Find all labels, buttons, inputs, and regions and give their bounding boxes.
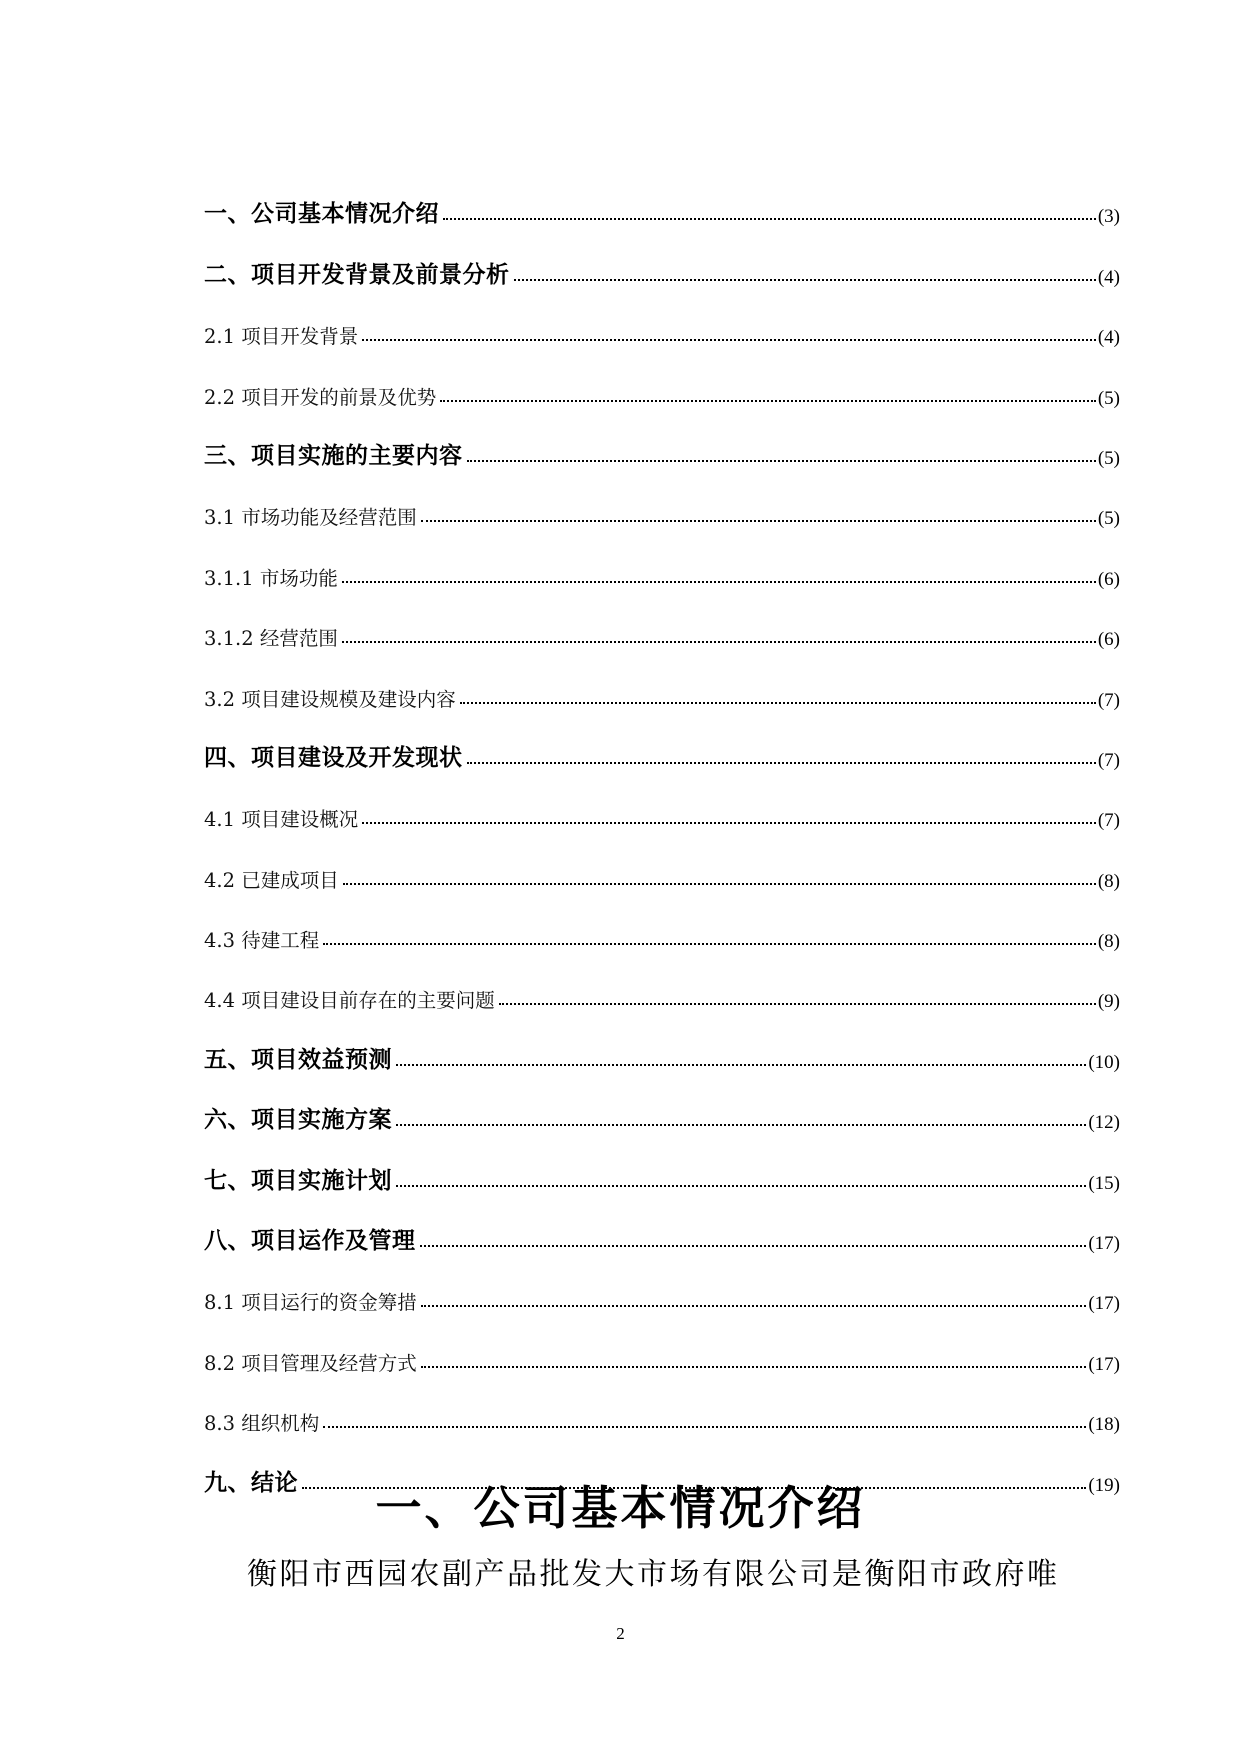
toc-entry[interactable]: [204, 893, 1120, 953]
toc-dot-leader: [421, 1366, 1087, 1368]
toc-dot-leader: [443, 218, 1096, 220]
toc-entry-label: 4.2 已建成项目: [204, 868, 339, 892]
toc-dot-leader: [362, 822, 1096, 824]
toc-entry[interactable]: [204, 591, 1120, 651]
toc-entry[interactable]: [204, 349, 1120, 409]
toc-entry-page: (8): [1097, 931, 1120, 953]
toc-entry-page: (12): [1088, 1112, 1120, 1134]
toc-entry-page: (10): [1088, 1051, 1120, 1073]
toc-dot-leader: [396, 1064, 1086, 1066]
toc-dot-leader: [499, 1003, 1096, 1005]
toc-entry-label: 2.1 项目开发背景: [204, 325, 359, 349]
toc-entry[interactable]: [204, 168, 1120, 228]
toc-dot-leader: [396, 1185, 1086, 1187]
toc-entry-page: (6): [1097, 568, 1120, 590]
toc-entry[interactable]: [204, 651, 1120, 711]
toc-entry[interactable]: [204, 1315, 1120, 1375]
toc-entry-label: 2.2 项目开发的前景及优势: [204, 385, 437, 409]
toc-entry-label: 七、项目实施计划: [204, 1167, 392, 1194]
toc-entry-label: 3.2 项目建设规模及建设内容: [204, 687, 456, 711]
toc-dot-leader: [467, 762, 1096, 764]
toc-entry-label: 3.1.1 市场功能: [204, 566, 338, 590]
section-heading: 一、公司基本情况介绍: [375, 1481, 866, 1535]
toc-entry-label: 五、项目效益预测: [204, 1046, 392, 1073]
toc-entry-page: (7): [1097, 749, 1120, 771]
toc-entry[interactable]: [204, 712, 1120, 772]
toc-entry-label: 六、项目实施方案: [204, 1107, 392, 1134]
toc-entry-page: (17): [1088, 1293, 1120, 1315]
toc-entry-page: (15): [1088, 1172, 1120, 1194]
toc-dot-leader: [421, 520, 1096, 522]
toc-entry-label: 4.3 待建工程: [204, 929, 320, 953]
toc-dot-leader: [323, 1426, 1086, 1428]
toc-dot-leader: [421, 1305, 1087, 1307]
body-paragraph: 衡阳市西园农副产品批发大市场有限公司是衡阳市政府唯: [247, 1557, 1060, 1592]
toc-dot-leader: [460, 702, 1096, 704]
toc-entry-label: 8.3 组织机构: [204, 1412, 320, 1436]
toc-entry-page: (5): [1097, 387, 1120, 409]
toc-entry-label: 4.1 项目建设概况: [204, 808, 359, 832]
toc-dot-leader: [440, 400, 1096, 402]
toc-dot-leader: [467, 460, 1096, 462]
toc-entry[interactable]: [204, 228, 1120, 288]
toc-dot-leader: [323, 943, 1096, 945]
toc-entry-label: 8.1 项目运行的资金筹措: [204, 1291, 417, 1315]
toc-entry-label: 3.1.2 经营范围: [204, 627, 338, 651]
table-of-contents: [204, 168, 1120, 1497]
toc-entry-page: (8): [1097, 870, 1120, 892]
toc-entry[interactable]: [204, 289, 1120, 349]
toc-entry-page: (17): [1088, 1353, 1120, 1375]
toc-entry-label: 一、公司基本情况介绍: [204, 201, 439, 228]
toc-dot-leader: [514, 279, 1096, 281]
toc-entry-label: 3.1 市场功能及经营范围: [204, 506, 417, 530]
toc-entry-page: (7): [1097, 689, 1120, 711]
toc-entry[interactable]: [204, 1013, 1120, 1073]
toc-entry-page: (17): [1088, 1233, 1120, 1255]
toc-entry[interactable]: [204, 1074, 1120, 1134]
toc-entry[interactable]: [204, 410, 1120, 470]
toc-entry-page: (3): [1097, 206, 1120, 228]
toc-entry-page: (4): [1097, 266, 1120, 288]
toc-entry-page: (4): [1097, 327, 1120, 349]
toc-entry-page: (7): [1097, 810, 1120, 832]
toc-entry[interactable]: [204, 1376, 1120, 1436]
page-number: 2: [616, 1624, 625, 1643]
toc-dot-leader: [420, 1245, 1087, 1247]
toc-entry-page: (19): [1088, 1474, 1120, 1496]
toc-entry-label: 8.2 项目管理及经营方式: [204, 1351, 417, 1375]
toc-entry-page: (5): [1097, 447, 1120, 469]
toc-entry-label: 三、项目实施的主要内容: [204, 442, 463, 469]
toc-entry-page: (5): [1097, 508, 1120, 530]
toc-entry[interactable]: [204, 772, 1120, 832]
toc-entry-label: 八、项目运作及管理: [204, 1228, 416, 1255]
toc-entry-page: (6): [1097, 629, 1120, 651]
toc-entry[interactable]: [204, 1134, 1120, 1194]
toc-entry[interactable]: [204, 1195, 1120, 1255]
toc-entry-label: 二、项目开发背景及前景分析: [204, 261, 510, 288]
toc-dot-leader: [342, 641, 1096, 643]
toc-dot-leader: [396, 1124, 1086, 1126]
toc-entry-label: 九、结论: [204, 1469, 298, 1496]
toc-entry[interactable]: [204, 470, 1120, 530]
toc-dot-leader: [342, 581, 1096, 583]
toc-entry[interactable]: [204, 1255, 1120, 1315]
toc-dot-leader: [362, 339, 1096, 341]
toc-entry[interactable]: [204, 530, 1120, 590]
toc-entry-page: (9): [1097, 991, 1120, 1013]
toc-entry-label: 四、项目建设及开发现状: [204, 744, 463, 771]
toc-entry[interactable]: [204, 953, 1120, 1013]
toc-dot-leader: [343, 883, 1096, 885]
toc-entry-label: 4.4 项目建设目前存在的主要问题: [204, 989, 495, 1013]
toc-entry-page: (18): [1088, 1414, 1120, 1436]
toc-entry[interactable]: [204, 832, 1120, 892]
